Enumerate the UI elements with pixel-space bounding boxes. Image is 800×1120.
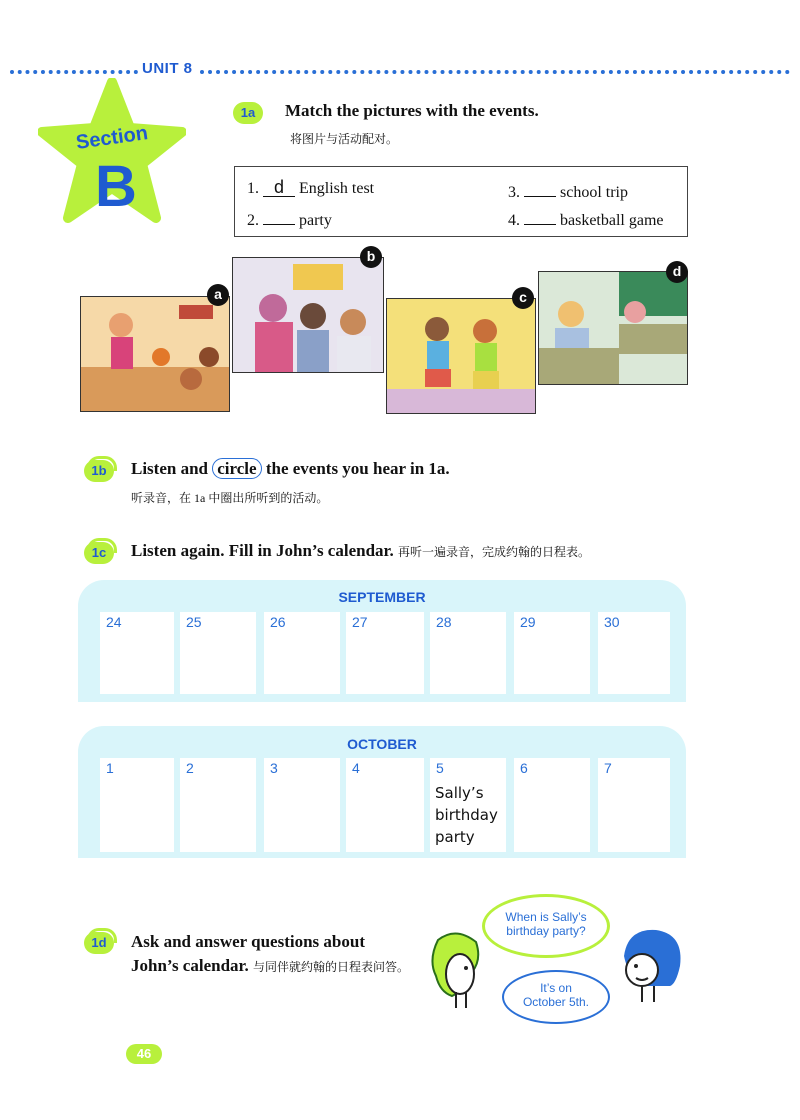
girl-head-illustration [426,930,486,1010]
section-letter: B [95,154,137,219]
section-1b-subtitle: 听录音，在 1a 中圈出所听到的活动。 [131,491,329,505]
picture-a-basketball [80,296,230,412]
unit-label: UNIT 8 [142,60,193,77]
match-item-4: 4. basketball game [508,206,664,230]
calendar-cell[interactable]: 29 [514,612,590,694]
boy-head-illustration [614,926,686,1006]
section-1b-number: 1b [84,460,114,482]
section-word: Section [74,122,150,154]
circled-word: circle [212,458,261,479]
picture-c-badge: c [512,287,534,309]
match-answer-2[interactable] [263,206,295,225]
picture-b-badge: b [360,246,382,268]
calendar-september [78,580,686,702]
section-1a-title: Match the pictures with the events. [285,101,539,120]
calendar-cell[interactable]: 4 [346,758,424,852]
section-1c-number: 1c [84,542,114,564]
picture-d-badge: d [666,261,688,283]
calendar-september-title: SEPTEMBER [338,589,426,605]
calendar-cell[interactable]: 2 [180,758,256,852]
match-item-2: 2. party [247,206,332,230]
calendar-event-text: Sally’s birthday party [435,784,498,846]
speech-bubble-answer: It’s on October 5th. [502,970,610,1024]
section-1a-subtitle: 将图片与活动配对。 [290,132,399,146]
calendar-cell[interactable]: 1 [100,758,174,852]
calendar-cell[interactable]: 30 [598,612,670,694]
calendar-october-title: OCTOBER [347,736,417,752]
section-1b-title: Listen and circle the events you hear in 1a. [131,459,450,478]
picture-c-dance [386,298,536,414]
match-answer-4[interactable] [524,206,556,225]
section-1a-number: 1a [233,102,263,124]
section-1c-title: Listen again. Fill in John’s calendar. 再听一遍录音，完成约翰的日程表。 [131,541,591,560]
calendar-cell[interactable]: 25 [180,612,256,694]
calendar-cell[interactable]: 26 [264,612,340,694]
header-dotted-rule-right [200,70,790,74]
calendar-cell[interactable]: 28 [430,612,506,694]
match-item-3: 3. school trip [508,178,628,202]
calendar-cell[interactable]: 24 [100,612,174,694]
calendar-cell[interactable]: 6 [514,758,590,852]
match-answer-1[interactable]: d [263,178,295,197]
match-box [234,166,688,237]
section-1d-title-line1: Ask and answer questions about [131,932,365,951]
calendar-october [78,726,686,858]
match-item-1: 1. d English test [247,177,375,197]
calendar-cell[interactable]: 3 [264,758,340,852]
header-dotted-rule-left [10,70,138,74]
calendar-cell[interactable]: 27 [346,612,424,694]
calendar-cell-event[interactable]: 5 Sally’s birthday party [430,758,506,852]
match-answer-3[interactable] [524,178,556,197]
calendar-cell[interactable]: 7 [598,758,670,852]
section-b-star [38,78,186,226]
speech-bubble-question: When is Sally’s birthday party? [482,894,610,958]
picture-d-test [538,271,688,385]
picture-a-badge: a [207,284,229,306]
page-number: 46 [126,1044,162,1064]
picture-b-party [232,257,384,373]
section-1d-number: 1d [84,932,114,954]
section-1d-title-line2: John’s calendar. 与同伴就约翰的日程表问答。 [131,956,410,975]
